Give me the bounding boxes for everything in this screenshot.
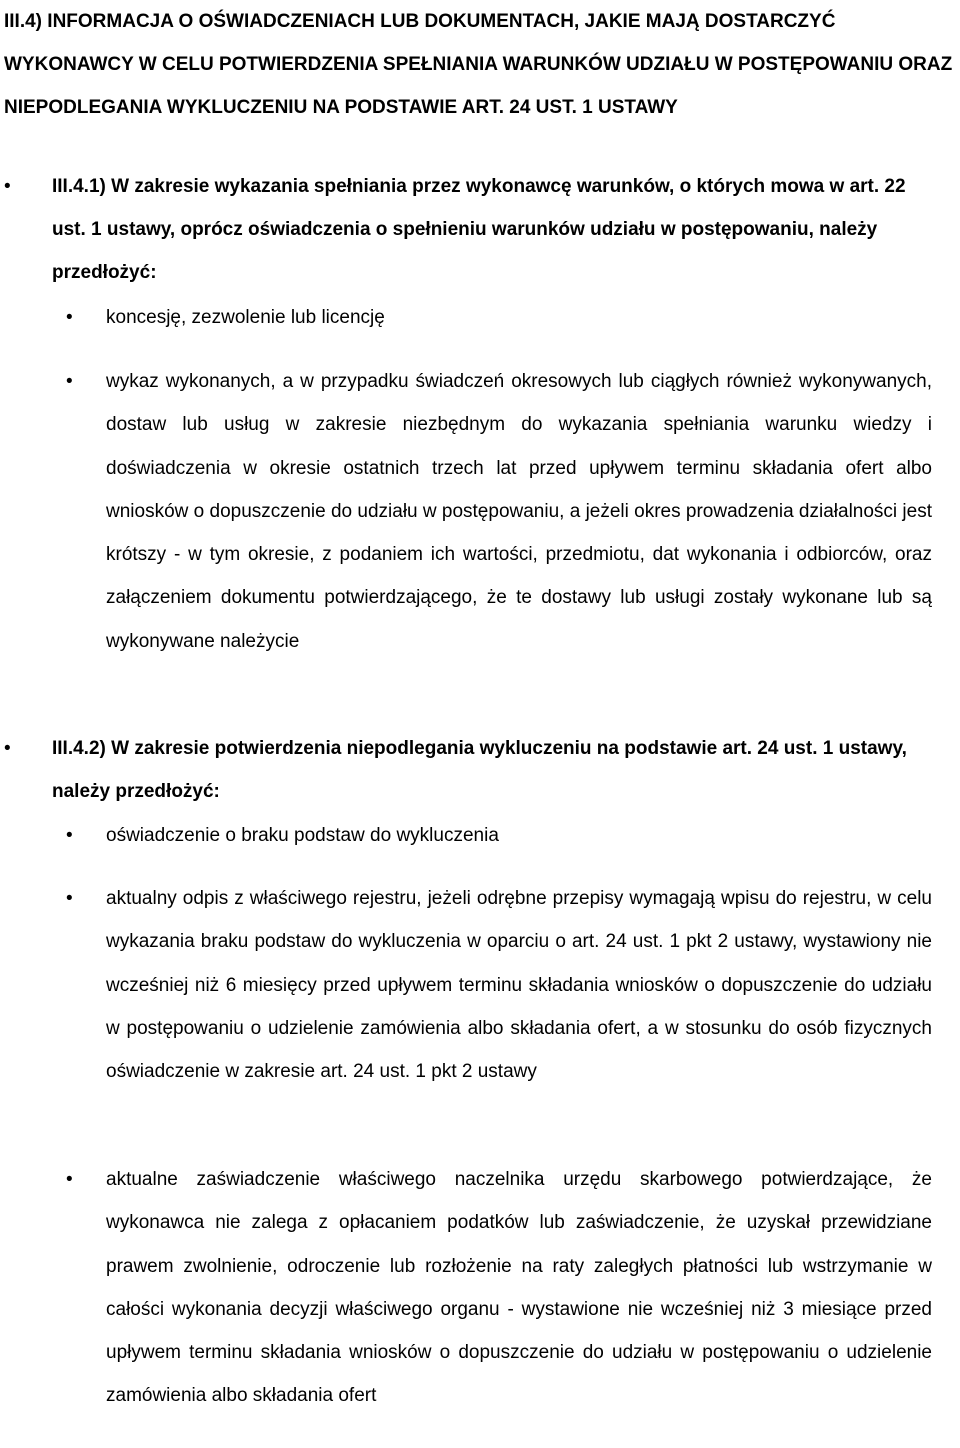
list-bullet: • — [66, 307, 73, 328]
list-item: wykaz wykonanych, a w przypadku świadczeń okresowych lub ciągłych również wykonywanych, dostaw lub usług w zakresie niezbędnym do wykazania spełniania warunku wiedzy i doświadczenia w okresie ostatnich trzech lat przed upływem terminu składania ofert albo wniosków o dopuszczenie do udziału w postępowaniu, a jeżeli okres prowadzenia działalności jest krótszy - w tym okresie, z podaniem ich wartości, przedmiotu, dat wykonania i odbiorców, oraz załączeniem dokumentu potwierdzającego, że te dostawy lub usługi zostały wykonane lub są wykonywane należycie — [106, 371, 932, 652]
section-bullet: • — [4, 738, 11, 759]
list-item: aktualny odpis z właściwego rejestru, jeżeli odrębne przepisy wymagają wpisu do rejestru, w celu wykazania braku podstaw do wykluczenia w oparciu o art. 24 ust. 1 pkt 2 ustawy, wystawiony nie wcześniej niż 6 miesięcy przed upływem terminu składania wniosków o dopuszczenie do udziału w postępowaniu o udzielenie zamówienia albo składania ofert, a w stosunku do osób fizycznych oświadczenie w zakresie art. 24 ust. 1 pkt 2 ustawy — [106, 888, 932, 1083]
section-heading: III.4) INFORMACJA O OŚWIADCZENIACH LUB DOKUMENTACH, JAKIE MAJĄ DOSTARCZYĆ WYKONAWCY W CELU POTWIERDZENIA SPEŁNIANIA WARUNKÓW UDZIAŁU W POSTĘPOWANIU ORAZ NIEPODLEGANIA WYKLUCZENIU NA PODSTAWIE ART. 24 UST. 1 USTAWY — [4, 11, 953, 118]
list-bullet: • — [66, 371, 73, 392]
list-item: aktualne zaświadczenie właściwego naczelnika urzędu skarbowego potwierdzające, że wykonawca nie zalega z opłacaniem podatków lub zaświadczenie, że uzyskał przewidziane prawem zwolnienie, odroczenie lub rozłożenie na raty zaległych płatności lub wstrzymanie w całości wykonania decyzji właściwego organu - wystawione nie wcześniej niż 3 miesiące przed upływem terminu składania wniosków o dopuszczenie do udziału w postępowaniu o udzielenie zamówienia albo składania ofert — [106, 1169, 932, 1407]
list-bullet: • — [66, 888, 73, 909]
list-item: koncesję, zezwolenie lub licencję — [106, 307, 385, 328]
section-title: III.4.1) W zakresie wykazania spełniania przez wykonawcę warunków, o których mowa w art. 22 ust. 1 ustawy, oprócz oświadczenia o spełnieniu warunków udziału w postępowaniu, należy przedłożyć: — [52, 176, 906, 283]
list-bullet: • — [66, 1169, 73, 1190]
section-title: III.4.2) W zakresie potwierdzenia niepodlegania wykluczeniu na podstawie art. 24 ust. 1 ustawy, należy przedłożyć: — [52, 738, 907, 802]
list-bullet: • — [66, 825, 73, 846]
section-bullet: • — [4, 176, 11, 197]
list-item: oświadczenie o braku podstaw do wykluczenia — [106, 825, 499, 846]
